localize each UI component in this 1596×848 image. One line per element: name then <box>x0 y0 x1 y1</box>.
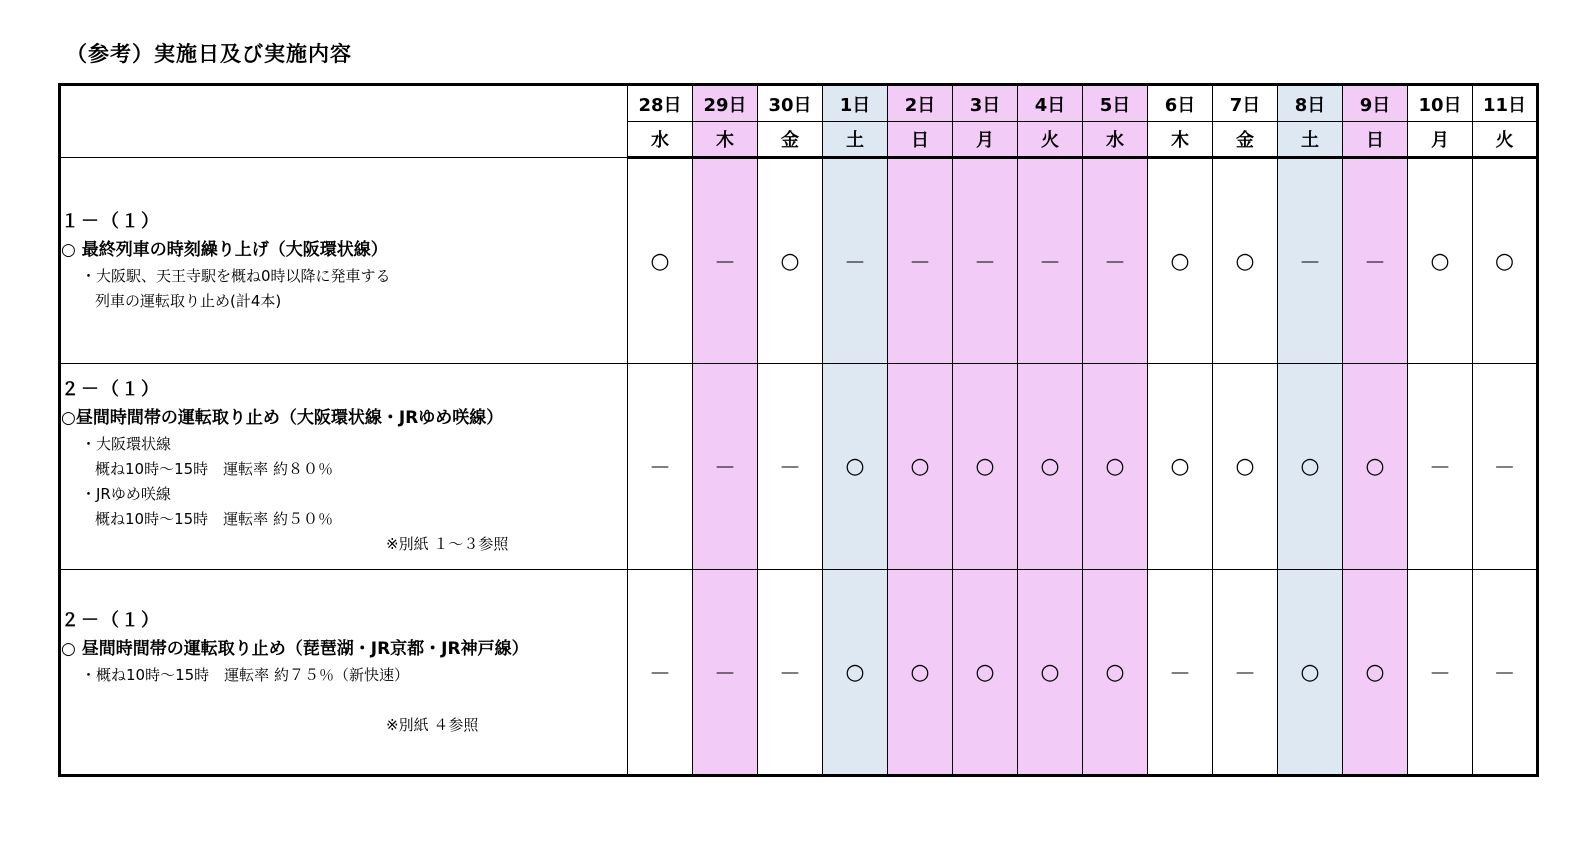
weekday-header-cell: 木 <box>693 122 758 158</box>
weekday-header-cell: 日 <box>1343 122 1408 158</box>
implemented-mark: ○ <box>1213 158 1278 364</box>
weekday-header-cell: 土 <box>823 122 888 158</box>
weekday-header-cell: 火 <box>1018 122 1083 158</box>
date-header-cell: 30日 <box>758 85 823 122</box>
not-implemented-mark: － <box>1343 158 1408 364</box>
measure-detail: ・JRゆめ咲線 <box>81 485 171 503</box>
measure-title: ○昼間時間帯の運転取り止め（大阪環状線・JRゆめ咲線） <box>61 408 504 428</box>
measure-number: １－（１） <box>61 210 161 232</box>
date-header-row <box>60 85 1538 122</box>
weekday-header-cell: 日 <box>888 122 953 158</box>
measure-detail: 概ね10時～15時 運転率 約８０％ <box>95 460 333 478</box>
date-header-cell: 4日 <box>1018 85 1083 122</box>
implemented-mark: ○ <box>1343 364 1408 570</box>
not-implemented-mark: － <box>1473 570 1538 776</box>
implemented-mark: ○ <box>1278 364 1343 570</box>
measure-title: ○ 昼間時間帯の運転取り止め（琵琶湖・JR京都・JR神戸線） <box>61 638 529 659</box>
implemented-mark: ○ <box>758 158 823 364</box>
measure-detail: ・大阪駅、天王寺駅を概ね0時以降に発車する <box>81 266 391 285</box>
measure-number: ２－（１） <box>61 379 161 400</box>
implemented-mark: ○ <box>888 570 953 776</box>
weekday-header-cell: 月 <box>1408 122 1473 158</box>
not-implemented-mark: － <box>1148 570 1213 776</box>
implemented-mark: ○ <box>823 570 888 776</box>
date-header-cell: 11日 <box>1473 85 1538 122</box>
measure-row <box>60 570 1538 776</box>
not-implemented-mark: － <box>628 570 693 776</box>
implemented-mark: ○ <box>953 364 1018 570</box>
measure-detail: 概ね10時～15時 運転率 約５０％ <box>95 510 333 528</box>
schedule-table <box>58 83 1539 777</box>
not-implemented-mark: － <box>693 570 758 776</box>
implemented-mark: ○ <box>1278 570 1343 776</box>
not-implemented-mark: － <box>953 158 1018 364</box>
implemented-mark: ○ <box>1083 570 1148 776</box>
weekday-header-cell: 木 <box>1148 122 1213 158</box>
not-implemented-mark: － <box>1408 570 1473 776</box>
date-header-cell: 6日 <box>1148 85 1213 122</box>
implemented-mark: ○ <box>1148 158 1213 364</box>
not-implemented-mark: － <box>693 364 758 570</box>
implemented-mark: ○ <box>1473 158 1538 364</box>
measure-detail: 列車の運転取り止め(計4本) <box>95 291 282 310</box>
not-implemented-mark: － <box>1018 158 1083 364</box>
measure-detail: ・大阪環状線 <box>81 435 172 453</box>
measure-title: ○ 最終列車の時刻繰り上げ（大阪環状線） <box>61 239 388 260</box>
implemented-mark: ○ <box>1148 364 1213 570</box>
implemented-mark: ○ <box>1083 364 1148 570</box>
not-implemented-mark: － <box>1473 364 1538 570</box>
date-header-cell: 9日 <box>1343 85 1408 122</box>
not-implemented-mark: － <box>758 364 823 570</box>
date-header-cell: 29日 <box>693 85 758 122</box>
not-implemented-mark: － <box>1213 570 1278 776</box>
weekday-header-cell: 金 <box>1213 122 1278 158</box>
measure-detail: ・概ね10時～15時 運転率 約７５％（新快速） <box>81 665 409 684</box>
not-implemented-mark: － <box>628 364 693 570</box>
not-implemented-mark: － <box>693 158 758 364</box>
implemented-mark: ○ <box>823 364 888 570</box>
implemented-mark: ○ <box>1018 364 1083 570</box>
measure-note: ※別紙 １～３参照 <box>386 535 509 553</box>
implemented-mark: ○ <box>888 364 953 570</box>
not-implemented-mark: － <box>1278 158 1343 364</box>
weekday-header-cell: 月 <box>953 122 1018 158</box>
date-header-cell: 1日 <box>823 85 888 122</box>
implemented-mark: ○ <box>1213 364 1278 570</box>
implemented-mark: ○ <box>1408 158 1473 364</box>
implemented-mark: ○ <box>1343 570 1408 776</box>
date-header-cell: 7日 <box>1213 85 1278 122</box>
implemented-mark: ○ <box>953 570 1018 776</box>
measure-row <box>60 158 1538 364</box>
header-corner <box>60 85 628 158</box>
weekday-header-cell: 火 <box>1473 122 1538 158</box>
implemented-mark: ○ <box>1018 570 1083 776</box>
not-implemented-mark: － <box>758 570 823 776</box>
page-title: （参考）実施日及び実施内容 <box>66 42 352 66</box>
date-header-cell: 10日 <box>1408 85 1473 122</box>
measure-number: ２－（１） <box>61 609 161 631</box>
date-header-cell: 3日 <box>953 85 1018 122</box>
measure-description <box>60 364 628 570</box>
weekday-header-cell: 水 <box>628 122 693 158</box>
weekday-header-cell: 水 <box>1083 122 1148 158</box>
measure-note: ※別紙 ４参照 <box>386 715 479 734</box>
date-header-cell: 2日 <box>888 85 953 122</box>
implemented-mark: ○ <box>628 158 693 364</box>
not-implemented-mark: － <box>823 158 888 364</box>
weekday-header-cell: 土 <box>1278 122 1343 158</box>
date-header-cell: 28日 <box>628 85 693 122</box>
weekday-header-cell: 金 <box>758 122 823 158</box>
not-implemented-mark: － <box>888 158 953 364</box>
measure-description <box>60 570 628 776</box>
date-header-cell: 8日 <box>1278 85 1343 122</box>
measure-description <box>60 158 628 364</box>
not-implemented-mark: － <box>1083 158 1148 364</box>
date-header-cell: 5日 <box>1083 85 1148 122</box>
measure-row <box>60 364 1538 570</box>
not-implemented-mark: － <box>1408 364 1473 570</box>
